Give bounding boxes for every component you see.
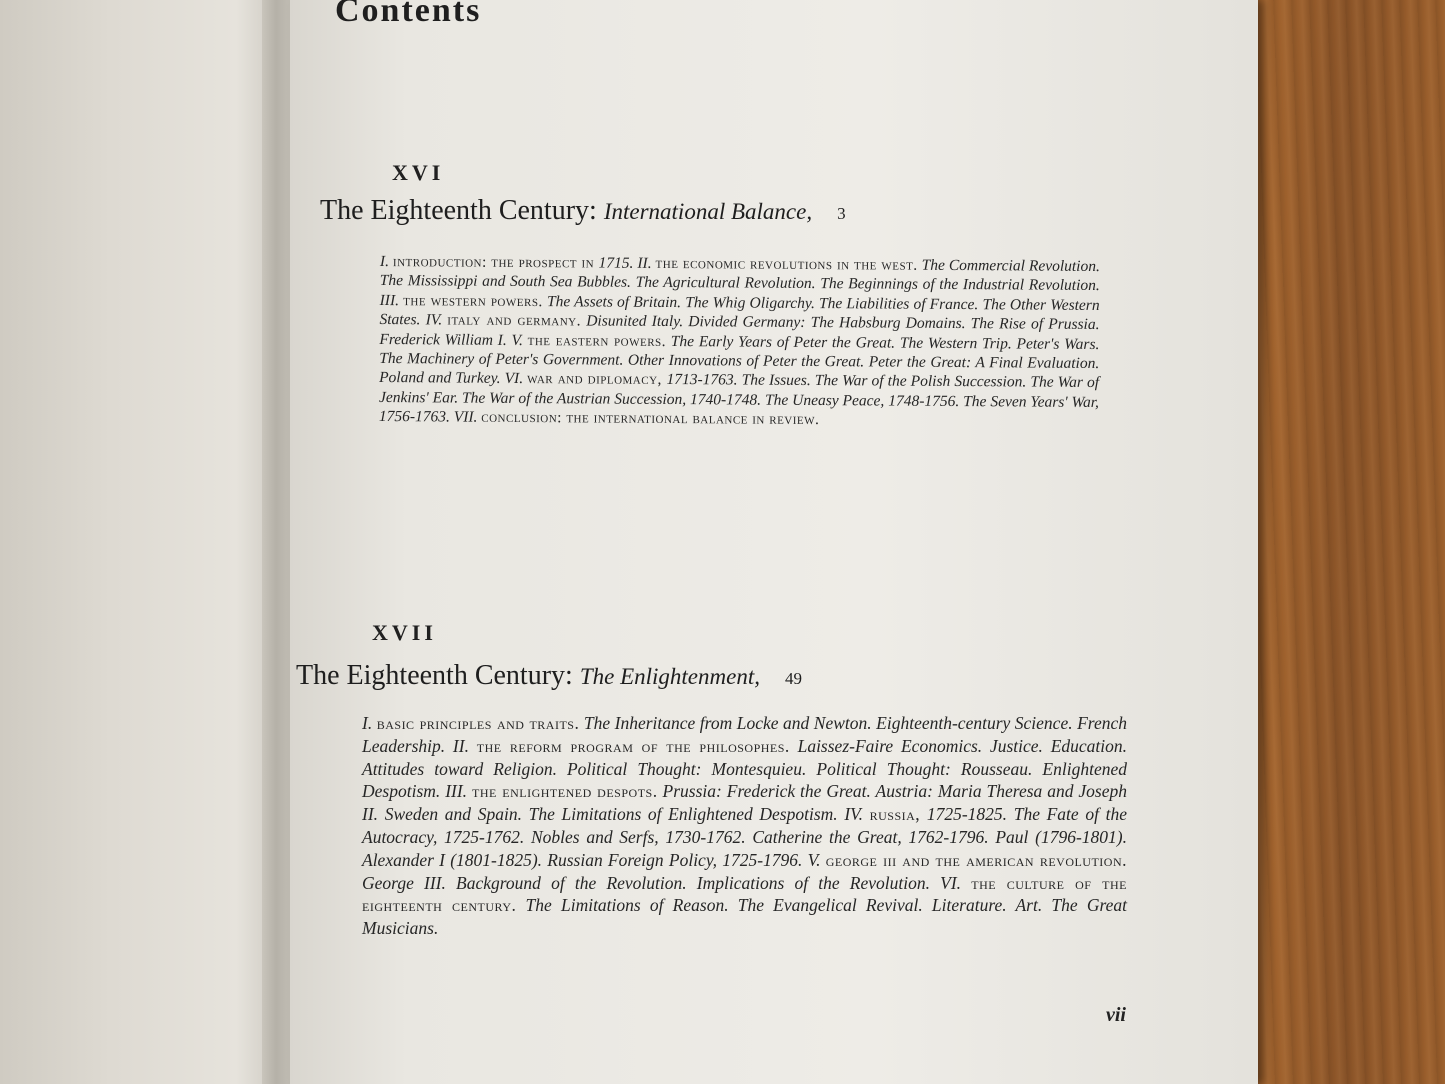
summary-segment: Laissez-Faire Economics. Justice. Education. Attitudes toward Religion. Political Thought: Montesquieu. Political Thought: Rousseau. Enlightened Despotism. III. <box>362 735 1127 802</box>
summary-segment: 1715. <box>598 254 634 272</box>
summary-segment: george iii and the american revolution. <box>825 849 1128 870</box>
left-page <box>0 0 278 1084</box>
chapter-number: XVII <box>372 620 437 645</box>
summary-segment: russia, <box>869 804 921 825</box>
summary-segment: Prussia: Frederick the Great. Austria: Maria Theresa and Joseph II. Sweden and Spain. The Limitations of Enlightened Despotism. IV. <box>362 781 1127 825</box>
summary-segment: the culture of the eighteenth century. <box>362 872 1127 916</box>
chapter-number: XVI <box>392 160 445 185</box>
summary-segment: 1713-1763. <box>666 371 738 389</box>
chapter-summary <box>362 712 1127 940</box>
summary-segment: I. <box>379 252 393 271</box>
chapter-title <box>320 195 846 227</box>
summary-segment: conclusion: the international balance in review. <box>481 408 820 429</box>
summary-segment: Disunited Italy. Divided Germany: The Habsburg Domains. The Rise of Prussia. Frederick William I. V. <box>379 312 1100 349</box>
summary-segment: The Early Years of Peter the Great. The Western Trip. Peter's Wars. The Machinery of Peter's Government. Other Innovations of Peter the Great. Peter the Great: A Final Evaluation. Poland and Turkey. VI. <box>379 332 1100 388</box>
summary-segment: The Issues. The War of the Polish Succession. The War of Jenkins' Ear. The War of the Austrian Succession, 1740-1748. The Uneasy Peace, 1748-1756. The Seven Years' War, 1756-1763. VII. <box>378 371 1100 426</box>
summary-segment: war and diplomacy, <box>527 370 667 389</box>
contents-heading: Contents <box>335 0 482 29</box>
summary-segment: The Inheritance from Locke and Newton. Eighteenth-century Science. French Leadership. II. <box>362 713 1127 756</box>
summary-segment: basic principles and traits. <box>376 713 580 733</box>
summary-segment: the enlightened despots. <box>472 781 658 802</box>
summary-segment: italy and germany. <box>447 311 582 330</box>
summary-segment: The Assets of Britain. The Whig Oligarchy. The Liabilities of France. The Other Western States. IV. <box>379 292 1100 329</box>
summary-segment: I. <box>362 713 377 733</box>
chapter-page-number: 3 <box>837 204 846 223</box>
summary-segment: the reform program of the philosophes. <box>476 735 790 756</box>
page-folio: vii <box>1106 1004 1126 1026</box>
chapter-page-number: 49 <box>784 669 802 688</box>
chapter-title-main: The Eighteenth Century: <box>320 195 597 226</box>
summary-segment: The Commercial Revolution. The Mississippi and South Sea Bubbles. The Agricultural Revolution. The Beginnings of the Industrial Revolution. III. <box>379 256 1100 309</box>
chapter-subtitle: The Enlightenment, <box>579 664 760 689</box>
chapter-title-main: The Eighteenth Century: <box>296 660 573 691</box>
summary-segment: 1725-1825. The Fate of the Autocracy, 1725-1762. Nobles and Serfs, 1730-1762. Catherine the Great, 1762-1796. Paul (1796-1801). Alexander I (1801-1825). Russian Foreign Policy, 1725-1796. V. <box>362 804 1127 870</box>
chapter-subtitle: International Balance, <box>603 199 813 224</box>
summary-segment: the western powers. <box>403 291 543 310</box>
summary-segment: the eastern powers. <box>527 331 667 350</box>
chapter-summary <box>379 252 1100 432</box>
summary-segment: II. <box>633 254 656 272</box>
summary-segment: George III. Background of the Revolution. Implications of the Revolution. VI. <box>362 872 972 893</box>
chapter-title <box>296 660 802 692</box>
summary-segment: the economic revolutions in the west. <box>655 254 918 274</box>
summary-segment: introduction: the prospect in <box>392 253 599 272</box>
summary-segment: The Limitations of Reason. The Evangelical Revival. Literature. Art. The Great Musicians. <box>362 895 1127 939</box>
